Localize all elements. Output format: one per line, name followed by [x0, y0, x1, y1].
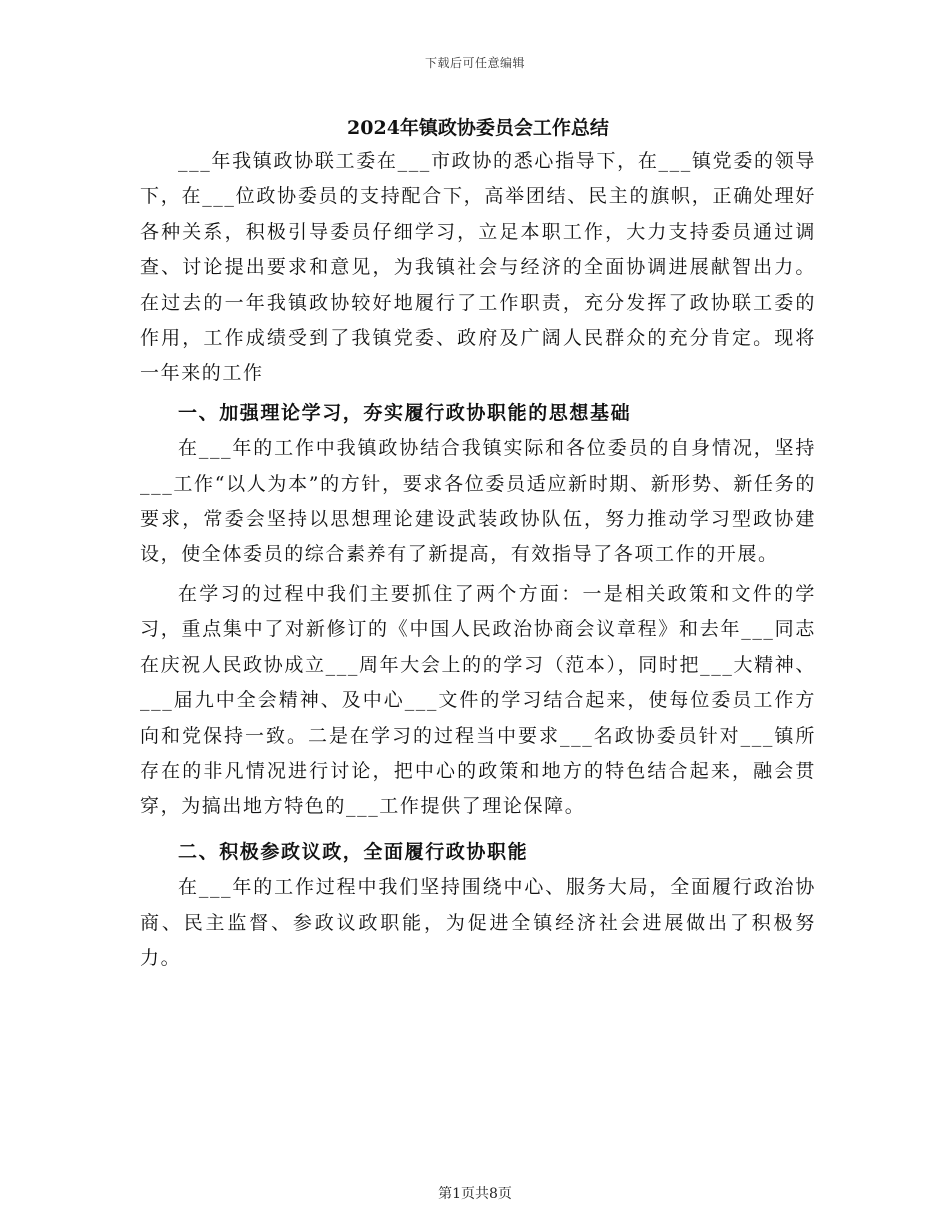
intro-paragraph: ___年我镇政协联工委在___市政协的悉心指导下，在___镇党委的领导下，在___位政协委员的支持配合下，高举团结、民主的旗帜，正确处理好各种关系，积极引导委员仔细学习，立足本职工作，大力支持委员通过调查、讨论提出要求和意见，为我镇社会与经济的全面协调进展献智出力。在过去的一年我镇政协较好地履行了工作职责，充分发挥了政协联工委的作用，工作成绩受到了我镇党委、政府及广阔人民群众的充分肯定。现将一年来的工作 [140, 150, 816, 385]
header-note: 下载后可任意编辑 [424, 56, 525, 70]
spacer [140, 825, 816, 835]
document-body [140, 112, 816, 976]
section-heading-1: 一、加强理论学习，夯实履行政协职能的思想基础 [178, 401, 632, 424]
section-1-paragraph-1: 在___年的工作中我镇政协结合我镇实际和各位委员的自身情况，坚持___工作“以人为本”的方针，要求各位委员适应新时期、新形势、新任务的要求，常委会坚持以思想理论建设武装政协队伍，努力推动学习型政协建设，使全体委员的综合素养有了新提高，有效指导了各项工作的开展。 [140, 437, 816, 566]
section-2-paragraph-1: 在___年的工作过程中我们坚持围绕中心、服务大局，全面履行政治协商、民主监督、参政议政职能，为促进全镇经济社会进展做出了积极努力。 [140, 876, 816, 969]
section-1-paragraph-2: 在学习的过程中我们主要抓住了两个方面：一是相关政策和文件的学习，重点集中了对新修订的《中国人民政治协商会议章程》和去年___同志在庆祝人民政协成立___周年大会上的的学习（范本），同时把___大精神、___届九中全会精神、及中心___文件的学习结合起来，使每位委员工作方向和党保持一致。二是在学习的过程当中要求___名政协委员针对___镇所存在的非凡情况进行讨论，把中心的政策和地方的特色结合起来，融会贯穿，为搞出地方特色的___工作提供了理论保障。 [140, 582, 816, 818]
page-number: 第1页共8页 [438, 1186, 512, 1202]
document-title: 2024年镇政协委员会工作总结 [347, 117, 609, 139]
section-heading-2: 二、积极参政议政，全面履行政协职能 [178, 840, 529, 863]
